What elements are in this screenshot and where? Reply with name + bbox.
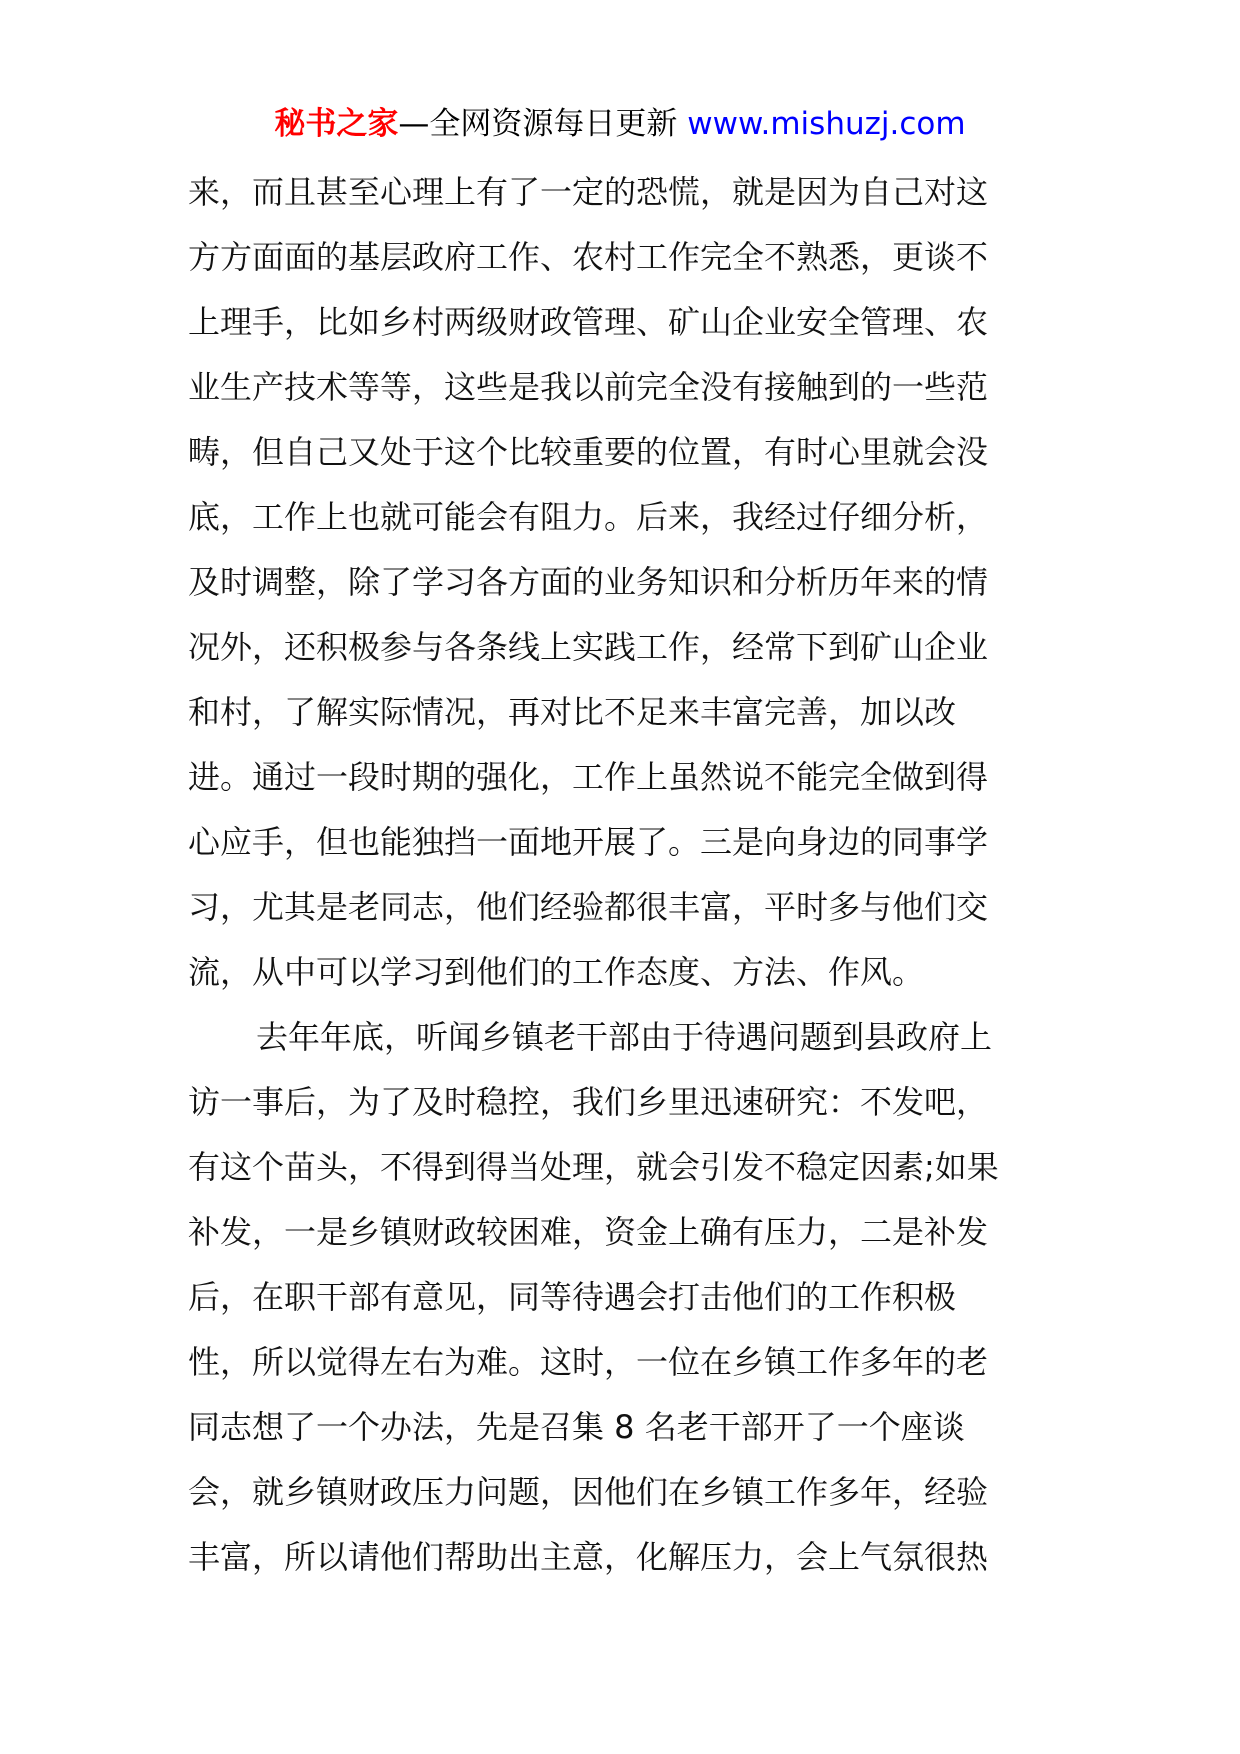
text-line: 方方面面的基层政府工作、农村工作完全不熟悉，更谈不 [188,238,989,276]
paragraph-start-line: 去年年底，听闻乡镇老干部由于待遇问题到县政府上 [256,1018,993,1056]
text-line: 补发，一是乡镇财政较困难，资金上确有压力，二是补发 [188,1213,989,1251]
text-line: 习，尤其是老同志，他们经验都很丰富，平时多与他们交 [188,888,989,926]
text-line: 流，从中可以学习到他们的工作态度、方法、作风。 [188,953,925,991]
text-line: 心应手，但也能独挡一面地开展了。三是向身边的同事学 [188,823,989,861]
text-line: 来，而且甚至心理上有了一定的恐慌，就是因为自己对这 [188,173,989,211]
brand-name: 秘书之家 [274,106,399,142]
text-line: 性，所以觉得左右为难。这时，一位在乡镇工作多年的老 [188,1343,989,1381]
text-line: 业生产技术等等，这些是我以前完全没有接触到的一些范 [188,368,989,406]
site-url-link[interactable]: www.mishuzj.com [687,106,966,142]
text-line: 后，在职干部有意见，同等待遇会打击他们的工作积极 [188,1278,957,1316]
text-line: 畴，但自己又处于这个比较重要的位置，有时心里就会没 [188,433,989,471]
text-line: 况外，还积极参与各条线上实践工作，经常下到矿山企业 [188,628,989,666]
text-line: 有这个苗头，不得到得当处理，就会引发不稳定因素;如果 [188,1148,999,1186]
text-line: 上理手，比如乡村两级财政管理、矿山企业安全管理、农 [188,303,989,341]
text-line: 同志想了一个办法，先是召集 8 名老干部开了一个座谈 [188,1408,965,1446]
text-line: 和村，了解实际情况，再对比不足来丰富完善，加以改 [188,693,957,731]
page-header [0,102,1240,146]
text-line: 丰富，所以请他们帮助出主意，化解压力，会上气氛很热 [188,1538,989,1576]
header-tagline: —全网资源每日更新 [398,106,678,142]
text-line: 及时调整，除了学习各方面的业务知识和分析历年来的情 [188,563,989,601]
text-line: 会，就乡镇财政压力问题，因他们在乡镇工作多年，经验 [188,1473,989,1511]
text-line: 访一事后，为了及时稳控，我们乡里迅速研究：不发吧， [188,1083,989,1121]
document-body [188,160,1058,1590]
text-line: 底，工作上也就可能会有阻力。后来，我经过仔细分析， [188,498,989,536]
text-line: 进。通过一段时期的强化，工作上虽然说不能完全做到得 [188,758,989,796]
